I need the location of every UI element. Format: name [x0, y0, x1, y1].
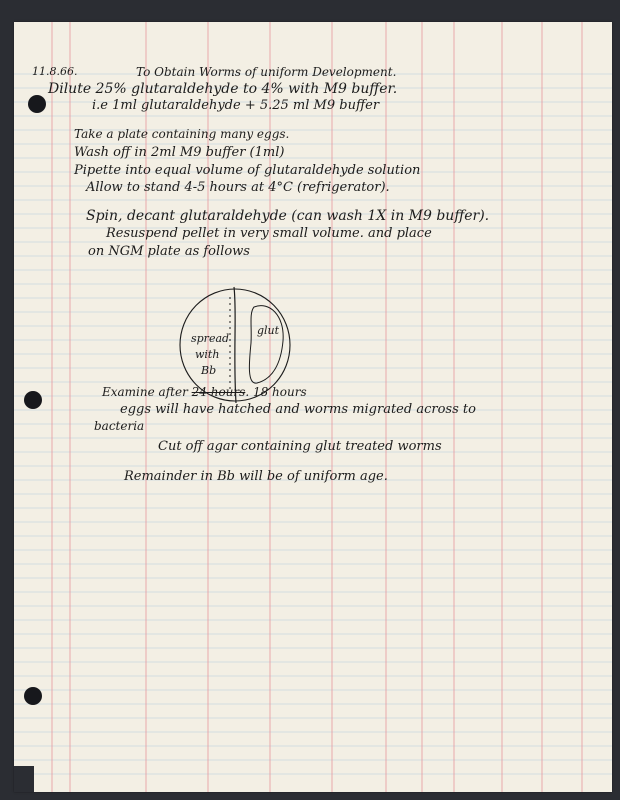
line-plate-as-follows: on NGM plate as follows: [88, 244, 250, 259]
examine-prefix: Examine after: [102, 385, 188, 399]
diagram-label-spread: spread: [191, 332, 230, 345]
notebook-page: [14, 22, 612, 792]
torn-corner: [14, 766, 34, 792]
line-examine: [102, 386, 307, 398]
line-ie: i.e 1ml glutaraldehyde + 5.25 ml M9 buffer: [92, 98, 380, 113]
line-wash-off: Wash off in 2ml M9 buffer (1ml): [74, 145, 285, 160]
examine-suffix: . 18 hours: [245, 385, 307, 399]
entry-date: 11.8.66.: [32, 65, 78, 78]
diagram-label-bb: Bb: [201, 364, 217, 377]
binder-hole-middle: [24, 391, 42, 409]
binder-hole-bottom: [24, 687, 42, 705]
line-dilute: Dilute 25% glutaraldehyde to 4% with M9 buffer.: [48, 81, 398, 97]
line-pipette: Pipette into equal volume of glutaraldehyde solution: [74, 163, 421, 178]
line-spin: Spin, decant glutaraldehyde (can wash 1X in M9 buffer).: [86, 208, 490, 224]
line-cut-off: Cut off agar containing glut treated worms: [158, 439, 442, 454]
examine-struck-hours: 24 hours: [191, 385, 246, 399]
entry-title: To Obtain Worms of uniform Development.: [136, 65, 397, 79]
line-remainder: Remainder in Bb will be of uniform age.: [124, 469, 388, 484]
line-eggs-hatched: eggs will have hatched and worms migrated across to: [120, 402, 476, 417]
binder-hole-top: [28, 95, 46, 113]
diagram-label-with: with: [195, 348, 220, 361]
line-bacteria: bacteria: [94, 419, 145, 433]
diagram-label-glut: glut: [257, 324, 280, 337]
line-take-plate: Take a plate containing many eggs.: [74, 127, 290, 141]
line-resuspend: Resuspend pellet in very small volume. and place: [106, 226, 432, 241]
line-allow-stand: Allow to stand 4-5 hours at 4°C (refrigerator).: [86, 180, 390, 195]
